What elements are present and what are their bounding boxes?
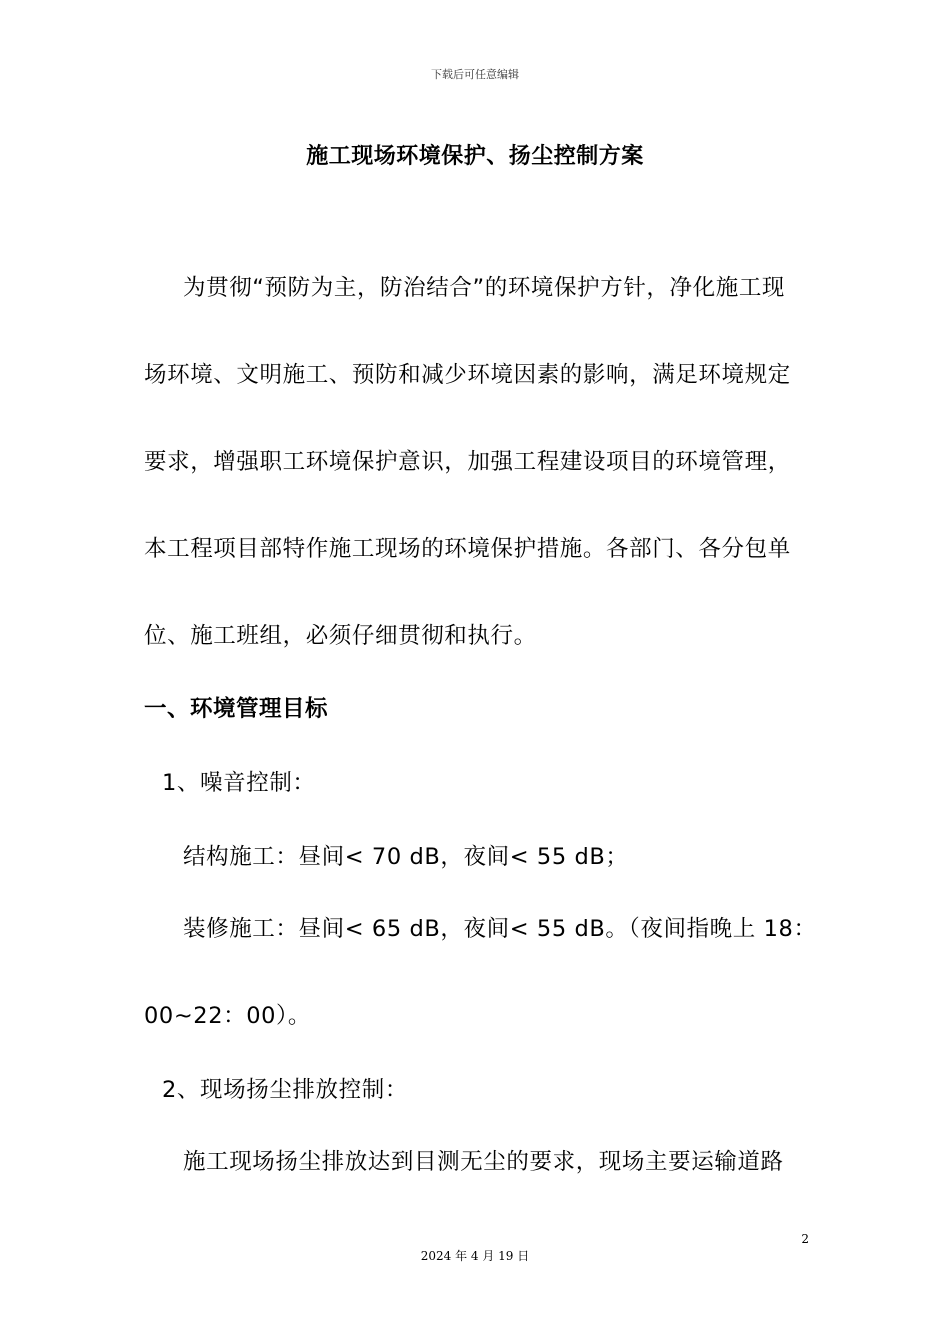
header-note: 下载后可任意编辑 [431,68,519,81]
item-label-noise: 1、噪音控制： [162,770,316,796]
noise-night-note-line: 00~22：00）。 [144,1003,311,1029]
intro-line: 为贯彻“预防为主，防治结合”的环境保护方针，净化施工现 [183,275,786,301]
intro-line: 位、施工班组，必须仔细贯彻和执行。 [144,623,537,649]
page-number: 2 [801,1232,809,1246]
item-label-dust: 2、现场扬尘排放控制： [162,1077,408,1103]
intro-line: 场环境、文明施工、预防和减少环境因素的影响，满足环境规定 [144,362,791,388]
noise-structure-line: 结构施工：昼间< 70 dB，夜间< 55 dB； [183,844,629,870]
footer-date: 2024 年 4 月 19 日 [420,1249,530,1263]
dust-line: 施工现场扬尘排放达到目测无尘的要求，现场主要运输道路 [183,1149,784,1175]
intro-line: 要求，增强职工环境保护意识，加强工程建设项目的环境管理， [144,449,791,475]
noise-decoration-line: 装修施工：昼间< 65 dB，夜间< 55 dB。（夜间指晚上 18： [183,916,817,942]
document-title: 施工现场环境保护、扬尘控制方案 [306,144,644,169]
section-heading: 一、环境管理目标 [144,696,329,722]
intro-line: 本工程项目部特作施工现场的环境保护措施。各部门、各分包单 [144,536,791,562]
